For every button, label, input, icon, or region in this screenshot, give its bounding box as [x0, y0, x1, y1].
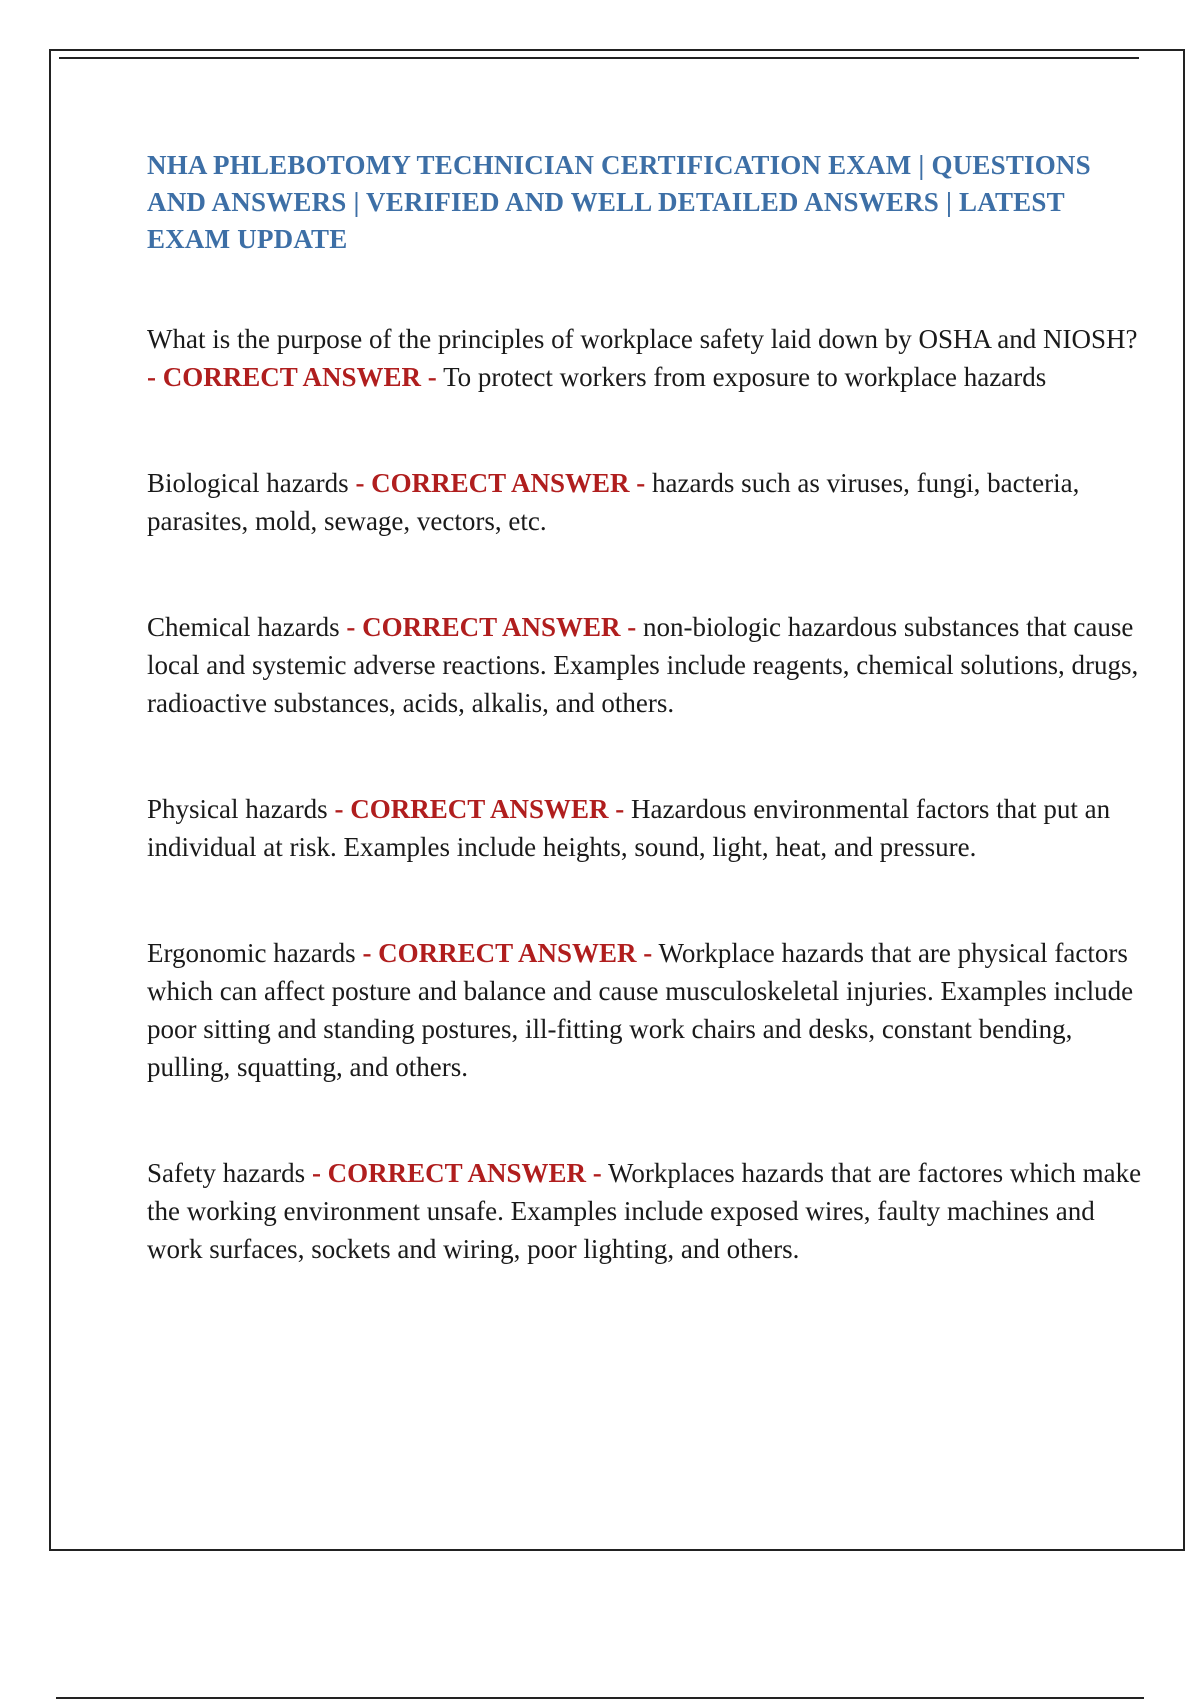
top-rule: [59, 57, 1139, 59]
question-text: Safety hazards: [147, 1158, 306, 1188]
qa-item: [147, 790, 1147, 866]
answer-text: Workplaces hazards that are factores which make the working environment unsafe. Examples include exposed wires, faulty machines and work surfaces, sockets and wiring, poor lighting, and others.: [147, 1158, 1142, 1264]
correct-answer-marker: - CORRECT ANSWER -: [334, 794, 625, 824]
correct-answer-marker: - CORRECT ANSWER -: [147, 362, 437, 392]
question-text: Ergonomic hazards: [147, 938, 356, 968]
correct-answer-marker: - CORRECT ANSWER -: [362, 938, 653, 968]
question-text: Chemical hazards: [147, 612, 340, 642]
qa-item: [147, 608, 1147, 722]
correct-answer-marker: - CORRECT ANSWER -: [311, 1158, 602, 1188]
answer-text: Workplace hazards that are physical factors which can affect posture and balance and cause musculoskeletal injuries. Examples include poor sitting and standing postures, ill-fitting work chairs and desks, constant bending, pulling, squatting, and others.: [147, 938, 1134, 1082]
question-text: What is the purpose of the principles of workplace safety laid down by OSHA and NIOSH?: [147, 324, 1138, 354]
qa-list: [147, 320, 1147, 1268]
document-content: [147, 147, 1147, 1336]
page-frame: [49, 49, 1185, 1551]
document-title: NHA PHLEBOTOMY TECHNICIAN CERTIFICATION EXAM | QUESTIONS AND ANSWERS | VERIFIED AND WELL DETAILED ANSWERS | LATEST EXAM UPDATE: [147, 150, 1091, 254]
question-text: Physical hazards: [147, 794, 328, 824]
correct-answer-marker: - CORRECT ANSWER -: [346, 612, 637, 642]
answer-text: hazards such as viruses, fungi, bacteria, parasites, mold, sewage, vectors, etc.: [147, 468, 1080, 536]
correct-answer-marker: - CORRECT ANSWER -: [355, 468, 646, 498]
qa-item: [147, 320, 1147, 396]
answer-text: non-biologic hazardous substances that cause local and systemic adverse reactions. Examples include reagents, chemical solutions, drugs, radioactive substances, acids, alkalis, and others.: [147, 612, 1139, 718]
answer-text: Hazardous environmental factors that put an individual at risk. Examples include heights, sound, light, heat, and pressure.: [147, 794, 1111, 862]
qa-item: [147, 464, 1147, 540]
answer-text: To protect workers from exposure to workplace hazards: [443, 362, 1047, 392]
question-text: Biological hazards: [147, 468, 349, 498]
qa-item: [147, 934, 1147, 1086]
qa-item: [147, 1154, 1147, 1268]
bottom-rule: [56, 1697, 1144, 1699]
